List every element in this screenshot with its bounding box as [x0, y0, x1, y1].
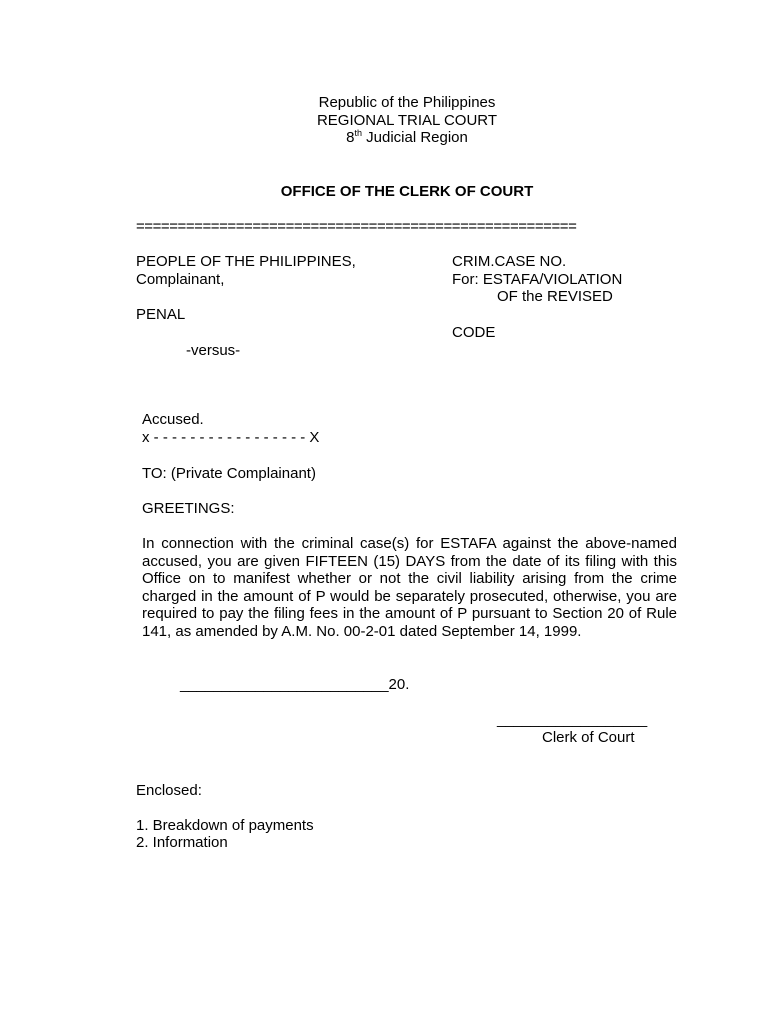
- greetings: GREETINGS:: [142, 500, 235, 517]
- charge-penal: PENAL: [136, 306, 186, 323]
- charge-line-2: OF the REVISED: [497, 288, 613, 305]
- versus-label: -versus-: [186, 342, 241, 359]
- region-ordinal-suffix: th: [354, 128, 362, 138]
- enclosure-item: 2. Information: [136, 834, 228, 851]
- case-number-label: CRIM.CASE NO.: [452, 253, 567, 270]
- court-name: REGIONAL TRIAL COURT: [316, 112, 498, 129]
- date-line: _________________________20.: [180, 676, 410, 693]
- enclosure-item: 1. Breakdown of payments: [136, 817, 314, 834]
- region-label: Judicial Region: [361, 129, 468, 146]
- republic-line: Republic of the Philippines: [318, 94, 496, 111]
- charge-line-1: For: ESTAFA/VIOLATION: [452, 271, 623, 288]
- charge-code: CODE: [452, 324, 496, 341]
- separator-line: =====================================================: [136, 218, 577, 235]
- enclosures-heading: Enclosed:: [136, 782, 202, 799]
- signature-line: __________________: [497, 711, 648, 728]
- body-paragraph: In connection with the criminal case(s) for ESTAFA against the above-named accused, you are given FIFTEEN (15) DAYS from the date of its filing with this Office on to manifest whether or not the civil liability arising from the crime charged in the amount of P would be separately prosecuted, otherwise, you are required to pay the filing fees in the amount of P pursuant to Section 20 of Rule 141, as amended by A.M. No. 00-2-01 dated September 14, 1999.: [142, 535, 677, 640]
- addressee: TO: (Private Complainant): [142, 465, 316, 482]
- accused-label: Accused.: [142, 411, 204, 428]
- plaintiff-name: PEOPLE OF THE PHILIPPINES,: [136, 253, 356, 270]
- caption-x-line: x - - - - - - - - - - - - - - - - - X: [142, 429, 320, 446]
- judicial-region: [0, 129, 768, 147]
- region-number: 8: [346, 129, 355, 146]
- plaintiff-role: Complainant,: [136, 271, 225, 288]
- signatory-title: Clerk of Court: [542, 729, 635, 746]
- office-title: OFFICE OF THE CLERK OF COURT: [280, 183, 534, 200]
